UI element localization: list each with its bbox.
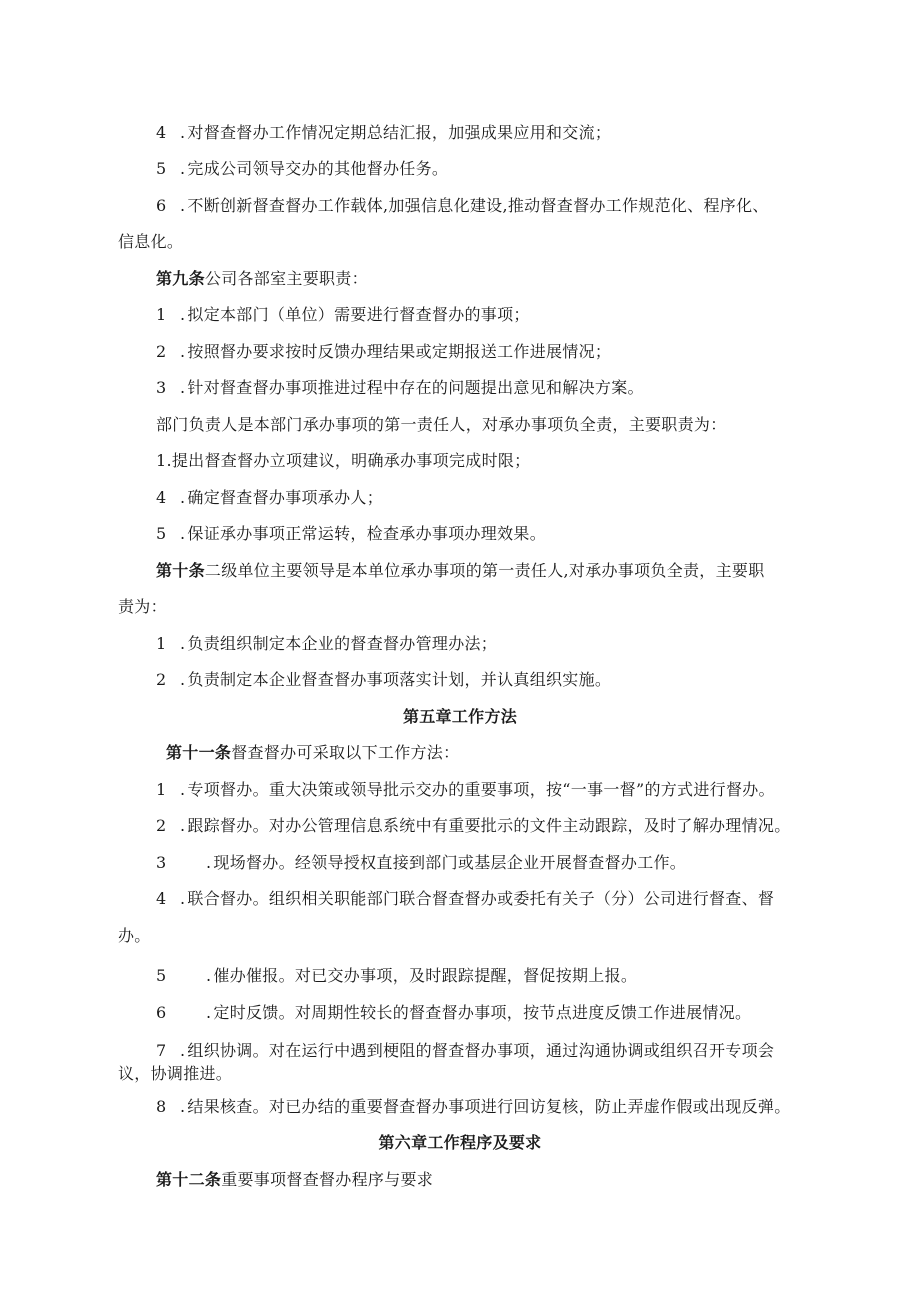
item-number: 5 <box>156 159 167 178</box>
paragraph: 部门负责人是本部门承办事项的第一责任人，对承办事项负全责，主要职责为： <box>156 415 727 434</box>
item-number: 4 <box>156 889 167 908</box>
article-paragraph <box>156 1170 433 1190</box>
item-text: 结果核查。对已办结的重要督查督办事项进行回访复核，防止弄虚作假或出现反弹。 <box>187 1097 791 1116</box>
list-item: 5 . 保证承办事项正常运转，检查承办事项办理效果。 <box>156 524 546 543</box>
item-number: 1 <box>156 634 167 653</box>
item-number: 8 <box>156 1097 167 1116</box>
article-paragraph <box>166 743 459 763</box>
chapter-heading: 第六章工作程序及要求 <box>378 1133 542 1152</box>
list-item: 3 . 针对督查督办事项推进过程中存在的问题提出意见和解决方案。 <box>156 378 644 397</box>
chapter-heading: 第五章工作方法 <box>402 707 518 726</box>
item-number: 1 <box>156 305 167 324</box>
item-text: 不断创新督查督办工作载体,加强信息化建设,推动督查督办工作规范化、程序化、 <box>187 196 769 215</box>
item-text: 催办催报。对已交办事项，及时跟踪提醒，督促按期上报。 <box>213 966 638 985</box>
list-item: 1 . 拟定本部门（单位）需要进行督查督办的事项； <box>156 305 530 324</box>
article-label: 第十条 <box>156 561 205 580</box>
list-item: 2 . 按照督办要求按时反馈办理结果或定期报送工作进展情况； <box>156 342 612 361</box>
item-text: 对督查督办工作情况定期总结汇报，加强成果应用和交流； <box>187 123 612 142</box>
item-text: 联合督办。组织相关职能部门联合督查督办或委托有关子（分）公司进行督查、督 <box>187 889 775 908</box>
list-item: 1 . 专项督办。重大决策或领导批示交办的重要事项，按“一事一督”的方式进行督办。 <box>156 780 775 799</box>
list-item: 3 . 现场督办。经领导授权直接到部门或基层企业开展督查督办工作。 <box>156 853 687 872</box>
list-item: 6 . 不断创新督查督办工作载体,加强信息化建设,推动督查督办工作规范化、程序化、 <box>156 196 769 215</box>
article-text: 二级单位主要领导是本单位承办事项的第一责任人,对承办事项负全责，主要职 <box>204 561 765 580</box>
item-text: 按照督办要求按时反馈办理结果或定期报送工作进展情况； <box>187 342 612 361</box>
list-item: 4 . 对督查督办工作情况定期总结汇报，加强成果应用和交流； <box>156 123 612 142</box>
list-item: 1.提出督查督办立项建议，明确承办事项完成时限； <box>156 451 531 470</box>
item-text: 组织协调。对在运行中遇到梗阻的督查督办事项，通过沟通协调或组织召开专项会 <box>187 1041 775 1060</box>
item-number: 6 <box>156 1003 167 1022</box>
item-number: 3 <box>156 378 167 397</box>
item-continuation: 议，协调推进。 <box>118 1064 233 1083</box>
item-number: 4 <box>156 488 167 507</box>
article-label: 第十一条 <box>166 743 232 762</box>
list-item: 8 . 结果核查。对已办结的重要督查督办事项进行回访复核，防止弄虚作假或出现反弹。 <box>156 1097 791 1116</box>
item-text: 拟定本部门（单位）需要进行督查督办的事项； <box>187 305 530 324</box>
item-number: 2 <box>156 342 167 361</box>
list-item: 4 . 确定督查督办事项承办人； <box>156 488 383 507</box>
list-item: 2 . 跟踪督办。对办公管理信息系统中有重要批示的文件主动跟踪，及时了解办理情况。 <box>156 816 791 835</box>
article-continuation: 责为： <box>118 597 167 616</box>
item-text: 保证承办事项正常运转，检查承办事项办理效果。 <box>187 524 546 543</box>
article-text: 重要事项督查督办程序与要求 <box>221 1170 434 1189</box>
item-text: 负责制定本企业督查督办事项落实计划，并认真组织实施。 <box>187 670 612 689</box>
item-number: 7 <box>156 1041 167 1060</box>
item-number: 3 <box>156 853 167 872</box>
article-paragraph <box>156 561 765 581</box>
item-number: 2 <box>156 670 167 689</box>
article-text: 督查督办可采取以下工作方法： <box>231 743 460 762</box>
article-label: 第十二条 <box>156 1170 222 1189</box>
item-text: 负责组织制定本企业的督查督办管理办法； <box>187 634 498 653</box>
item-number: 1 <box>156 780 167 799</box>
item-continuation: 信息化。 <box>118 232 184 251</box>
item-number: 2 <box>156 816 167 835</box>
item-text: 跟踪督办。对办公管理信息系统中有重要批示的文件主动跟踪，及时了解办理情况。 <box>187 816 791 835</box>
item-continuation: 办。 <box>118 926 151 945</box>
article-text: 公司各部室主要职责： <box>204 269 368 288</box>
item-text: 确定督查督办事项承办人； <box>187 488 383 507</box>
list-item: 1 . 负责组织制定本企业的督查督办管理办法； <box>156 634 498 653</box>
list-item: 4 . 联合督办。组织相关职能部门联合督查督办或委托有关子（分）公司进行督查、督 <box>156 889 775 908</box>
item-number: 5 <box>156 524 167 543</box>
article-paragraph <box>156 269 368 289</box>
item-text: 专项督办。重大决策或领导批示交办的重要事项，按“一事一督”的方式进行督办。 <box>187 780 775 799</box>
item-text: 现场督办。经领导授权直接到部门或基层企业开展督查督办工作。 <box>213 853 687 872</box>
list-item: 7 . 组织协调。对在运行中遇到梗阻的督查督办事项，通过沟通协调或组织召开专项会 <box>156 1041 775 1060</box>
article-label: 第九条 <box>156 269 205 288</box>
item-text: 针对督查督办事项推进过程中存在的问题提出意见和解决方案。 <box>187 378 644 397</box>
list-item: 5 . 催办催报。对已交办事项，及时跟踪提醒，督促按期上报。 <box>156 966 638 985</box>
item-text: 定时反馈。对周期性较长的督查督办事项，按节点进度反馈工作进展情况。 <box>213 1003 752 1022</box>
item-number: 4 <box>156 123 167 142</box>
list-item: 6 . 定时反馈。对周期性较长的督查督办事项，按节点进度反馈工作进展情况。 <box>156 1003 752 1022</box>
list-item: 5 . 完成公司领导交办的其他督办任务。 <box>156 159 449 178</box>
item-number: 5 <box>156 966 167 985</box>
item-text: 完成公司领导交办的其他督办任务。 <box>187 159 449 178</box>
item-number: 6 <box>156 196 167 215</box>
list-item: 2 . 负责制定本企业督查督办事项落实计划，并认真组织实施。 <box>156 670 612 689</box>
